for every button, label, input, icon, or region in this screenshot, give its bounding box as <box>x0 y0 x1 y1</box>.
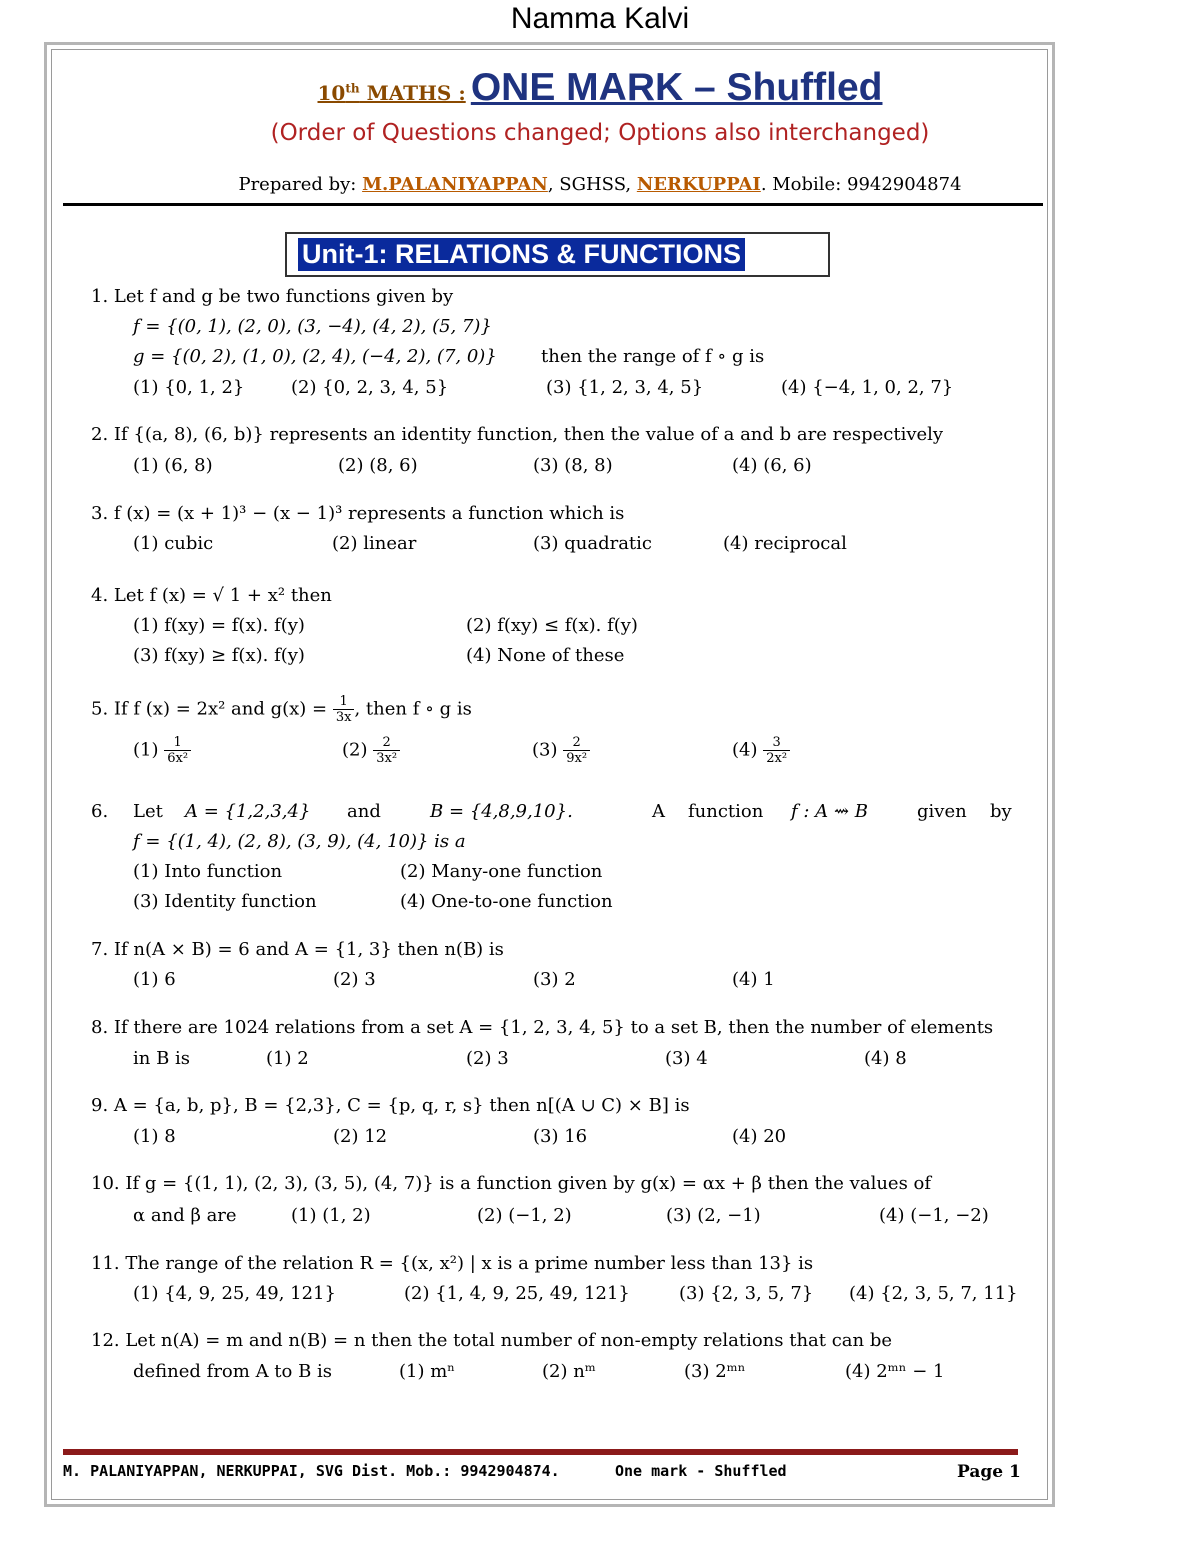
site-title: Namma Kalvi <box>510 2 690 35</box>
q1-f: f = {(0, 1), (2, 0), (3, −4), (4, 2), (5, 7)} <box>133 316 492 337</box>
q5-fraction: $\frac{1}{3x}$ <box>333 694 355 725</box>
q8-option-2: (2) 3 <box>466 1048 509 1069</box>
q1-tail: then the range of f ∘ g is <box>541 346 765 367</box>
unit-title: Unit-1: RELATIONS & FUNCTIONS <box>298 238 745 271</box>
q9-option-4: (4) 20 <box>732 1126 787 1147</box>
header-divider <box>63 203 1043 206</box>
q11-option-1: (1) {4, 9, 25, 49, 121} <box>133 1283 336 1304</box>
q3-option-1: (1) cubic <box>133 533 214 554</box>
q4-stem: 4. Let f (x) = √ 1 + x² then <box>91 585 332 606</box>
q8-option-1: (1) 2 <box>266 1048 309 1069</box>
q9-option-3: (3) 16 <box>533 1126 588 1147</box>
q1-option-3: (3) {1, 2, 3, 4, 5} <box>546 377 704 398</box>
q12-option-3: (3) 2ᵐⁿ <box>684 1361 746 1382</box>
q9-stem: 9. A = {a, b, p}, B = {2,3}, C = {p, q, r, s} then n[(A ∪ C) × B] is <box>91 1095 690 1116</box>
q1-option-2: (2) {0, 2, 3, 4, 5} <box>291 377 449 398</box>
q3-stem: 3. f (x) = (x + 1)³ − (x − 1)³ represents a function which is <box>91 503 625 524</box>
header-prepared: Prepared by: M.PALANIYAPPAN, SGHSS, NERKUPPAI. Mobile: 9942904874 <box>238 174 962 195</box>
header-title <box>0 66 1200 110</box>
author-name: M.PALANIYAPPAN <box>362 174 548 195</box>
q1-option-4: (4) {−4, 1, 0, 2, 7} <box>781 377 954 398</box>
q5-stem: 5. If f (x) = 2x² and g(x) = $\frac{1}{3x}$ , then f ∘ g is <box>91 694 472 725</box>
q7-option-3: (3) 2 <box>533 969 576 990</box>
q3-option-4: (4) reciprocal <box>723 533 847 554</box>
footer-title: One mark - Shuffled <box>615 1462 787 1480</box>
q9-option-2: (2) 12 <box>333 1126 388 1147</box>
q10-stem: 10. If g = {(1, 1), (2, 3), (3, 5), (4, 7)} is a function given by g(x) = αx + β then the values of <box>91 1173 932 1194</box>
q10-option-2: (2) (−1, 2) <box>477 1205 572 1226</box>
q8-stem: 8. If there are 1024 relations from a set A = {1, 2, 3, 4, 5} to a set B, then the number of elements <box>91 1017 994 1038</box>
q5-option-1: (1) $\frac{1}{\text{6x²}}$ <box>133 735 191 766</box>
q4-option-4: (4) None of these <box>466 645 625 666</box>
q11-option-3: (3) {2, 3, 5, 7} <box>679 1283 814 1304</box>
q6-word: Let <box>133 801 163 822</box>
q5-option-3: (3) $\frac{2}{\text{9x²}}$ <box>532 735 590 766</box>
q10-option-4: (4) (−1, −2) <box>879 1205 989 1226</box>
q3-option-3: (3) quadratic <box>533 533 652 554</box>
q8-stem-cont: in B is <box>133 1048 191 1069</box>
q10-option-3: (3) (2, −1) <box>666 1205 761 1226</box>
q11-stem: 11. The range of the relation R = {(x, x²) | x is a prime number less than 13} is <box>91 1253 814 1274</box>
q3-option-2: (2) linear <box>332 533 417 554</box>
subject-label: 10th MATHS : <box>317 81 466 105</box>
header-note: (Order of Questions changed; Options also interchanged) <box>270 120 930 146</box>
q6-word: function <box>688 801 764 822</box>
q6-word: and <box>347 801 381 822</box>
q8-option-3: (3) 4 <box>665 1048 708 1069</box>
q5-option-4: (4) $\frac{3}{\text{2x²}}$ <box>732 735 790 766</box>
q7-option-4: (4) 1 <box>732 969 775 990</box>
q7-option-2: (2) 3 <box>333 969 376 990</box>
q11-option-2: (2) {1, 4, 9, 25, 49, 121} <box>404 1283 630 1304</box>
document-title: ONE MARK – Shuffled <box>470 66 883 109</box>
q12-option-4: (4) 2ᵐⁿ − 1 <box>845 1361 945 1382</box>
footer-author: M. PALANIYAPPAN, NERKUPPAI, SVG Dist. Mob.: 9942904874. <box>63 1462 560 1480</box>
q6-option-2: (2) Many-one function <box>400 861 603 882</box>
q12-option-2: (2) nᵐ <box>542 1361 596 1382</box>
q12-option-1: (1) mⁿ <box>399 1361 456 1382</box>
q6-option-1: (1) Into function <box>133 861 283 882</box>
q6-f: f = {(1, 4), (2, 8), (3, 9), (4, 10)} is a <box>133 831 466 852</box>
q10-stem-cont: α and β are <box>133 1205 237 1226</box>
q12-stem-cont: defined from A to B is <box>133 1361 333 1382</box>
q4-option-2: (2) f(xy) ≤ f(x). f(y) <box>466 615 638 636</box>
q2-option-4: (4) (6, 6) <box>732 455 812 476</box>
q6-number: 6. <box>91 801 109 822</box>
q2-option-2: (2) (8, 6) <box>338 455 418 476</box>
q6-set-a: A = {1,2,3,4} <box>185 801 311 822</box>
q6-mapping: f : A ⇝ B <box>791 801 868 822</box>
q1-option-1: (1) {0, 1, 2} <box>133 377 245 398</box>
q2-option-1: (1) (6, 8) <box>133 455 213 476</box>
q6-set-b: B = {4,8,9,10}. <box>430 801 573 822</box>
q4-option-1: (1) f(xy) = f(x). f(y) <box>133 615 305 636</box>
q11-option-4: (4) {2, 3, 5, 7, 11} <box>849 1283 1018 1304</box>
q12-stem: 12. Let n(A) = m and n(B) = n then the total number of non-empty relations that can be <box>91 1330 893 1351</box>
q7-stem: 7. If n(A × B) = 6 and A = {1, 3} then n(B) is <box>91 939 504 960</box>
q4-option-3: (3) f(xy) ≥ f(x). f(y) <box>133 645 305 666</box>
q10-option-1: (1) (1, 2) <box>291 1205 371 1226</box>
q6-option-4: (4) One-to-one function <box>400 891 613 912</box>
q6-word: given <box>917 801 967 822</box>
q1-stem: 1. Let f and g be two functions given by <box>91 286 454 307</box>
place-name: NERKUPPAI <box>636 174 761 195</box>
q6-word: A <box>652 801 665 822</box>
q2-stem: 2. If {(a, 8), (6, b)} represents an identity function, then the value of a and b are respectively <box>91 424 944 445</box>
q2-option-3: (3) (8, 8) <box>533 455 613 476</box>
q8-option-4: (4) 8 <box>864 1048 907 1069</box>
q5-option-2: (2) $\frac{2}{\text{3x²}}$ <box>342 735 400 766</box>
page-number: Page 1 <box>957 1462 1021 1482</box>
q1-g: g = {(0, 2), (1, 0), (2, 4), (−4, 2), (7, 0)} <box>133 346 497 367</box>
footer-divider <box>63 1449 1018 1455</box>
q6-word: by <box>990 801 1012 822</box>
q7-option-1: (1) 6 <box>133 969 176 990</box>
q9-option-1: (1) 8 <box>133 1126 176 1147</box>
q6-option-3: (3) Identity function <box>133 891 317 912</box>
